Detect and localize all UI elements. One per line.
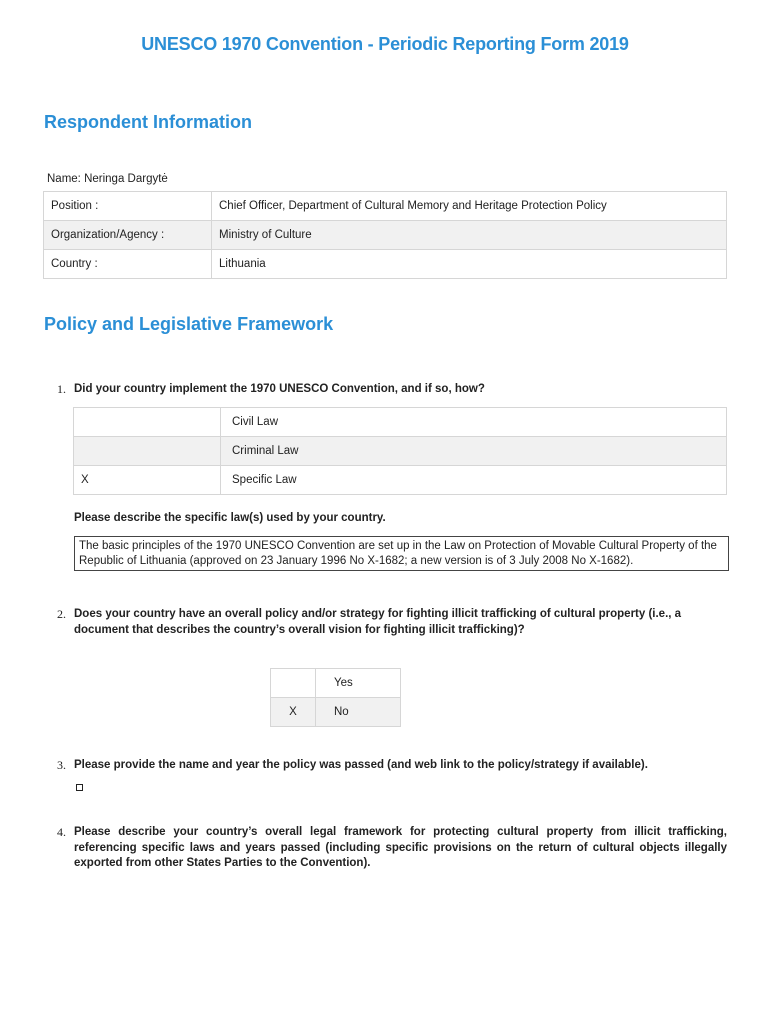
table-row[interactable]: [74, 437, 727, 466]
organization-label: Organization/Agency :: [44, 221, 212, 250]
organization-value: Ministry of Culture: [212, 221, 727, 250]
question-text: Please describe your country’s overall legal framework for protecting cultural property from illicit trafficking, referencing specific laws and years passed (including specific provisions on the return of cultural objects illegally exported from other States Parties to the Convention).: [74, 826, 727, 869]
option-mark[interactable]: X: [271, 698, 316, 727]
question-number: 3.: [57, 758, 66, 772]
option-mark[interactable]: [74, 408, 221, 437]
question-number: 4.: [57, 825, 66, 839]
respondent-heading: Respondent Information: [44, 112, 252, 132]
option-label: No: [316, 698, 401, 727]
page-title: UNESCO 1970 Convention - Periodic Reporting Form 2019: [141, 34, 629, 54]
option-mark[interactable]: [271, 669, 316, 698]
table-row[interactable]: [74, 408, 727, 437]
policy-name-field-checkbox[interactable]: [76, 784, 83, 791]
respondent-name: Name: Neringa Dargytė: [47, 173, 168, 185]
table-row[interactable]: [271, 698, 401, 727]
law-description-field[interactable]: The basic principles of the 1970 UNESCO Convention are set up in the Law on Protection of Movable Cultural Property of the Republic of Lithuania (approved on 23 January 1996 No X-1682; a new version is of 3 July 2008 No X-1682).: [74, 536, 729, 571]
question-3: [57, 758, 727, 774]
question-text: Did your country implement the 1970 UNESCO Convention, and if so, how?: [74, 383, 485, 395]
question-4: [57, 825, 727, 872]
respondent-info-table: [43, 191, 727, 279]
country-value: Lithuania: [212, 250, 727, 279]
option-mark[interactable]: [74, 437, 221, 466]
option-label: Specific Law: [221, 466, 727, 495]
policy-yes-no-table: [270, 668, 401, 727]
option-label: Civil Law: [221, 408, 727, 437]
table-row: [44, 250, 727, 279]
option-label: Criminal Law: [221, 437, 727, 466]
country-label: Country :: [44, 250, 212, 279]
position-value: Chief Officer, Department of Cultural Memory and Heritage Protection Policy: [212, 192, 727, 221]
table-row: [44, 221, 727, 250]
table-row[interactable]: [74, 466, 727, 495]
policy-heading: Policy and Legislative Framework: [44, 314, 334, 334]
question-text: Does your country have an overall policy and/or strategy for fighting illicit trafficking of cultural property (i.e., a document that describes the country’s overall vision for fighting illicit trafficking)?: [74, 608, 682, 636]
question-1: [57, 382, 727, 398]
option-label: Yes: [316, 669, 401, 698]
describe-law-label: Please describe the specific law(s) used by your country.: [74, 512, 386, 524]
table-row: [44, 192, 727, 221]
question-2: [57, 607, 727, 638]
implementation-options-table: [73, 407, 727, 495]
question-number: 1.: [57, 382, 66, 396]
option-mark[interactable]: X: [74, 466, 221, 495]
position-label: Position :: [44, 192, 212, 221]
question-number: 2.: [57, 607, 66, 621]
table-row[interactable]: [271, 669, 401, 698]
question-text: Please provide the name and year the policy was passed (and web link to the policy/strategy if available).: [74, 759, 648, 771]
